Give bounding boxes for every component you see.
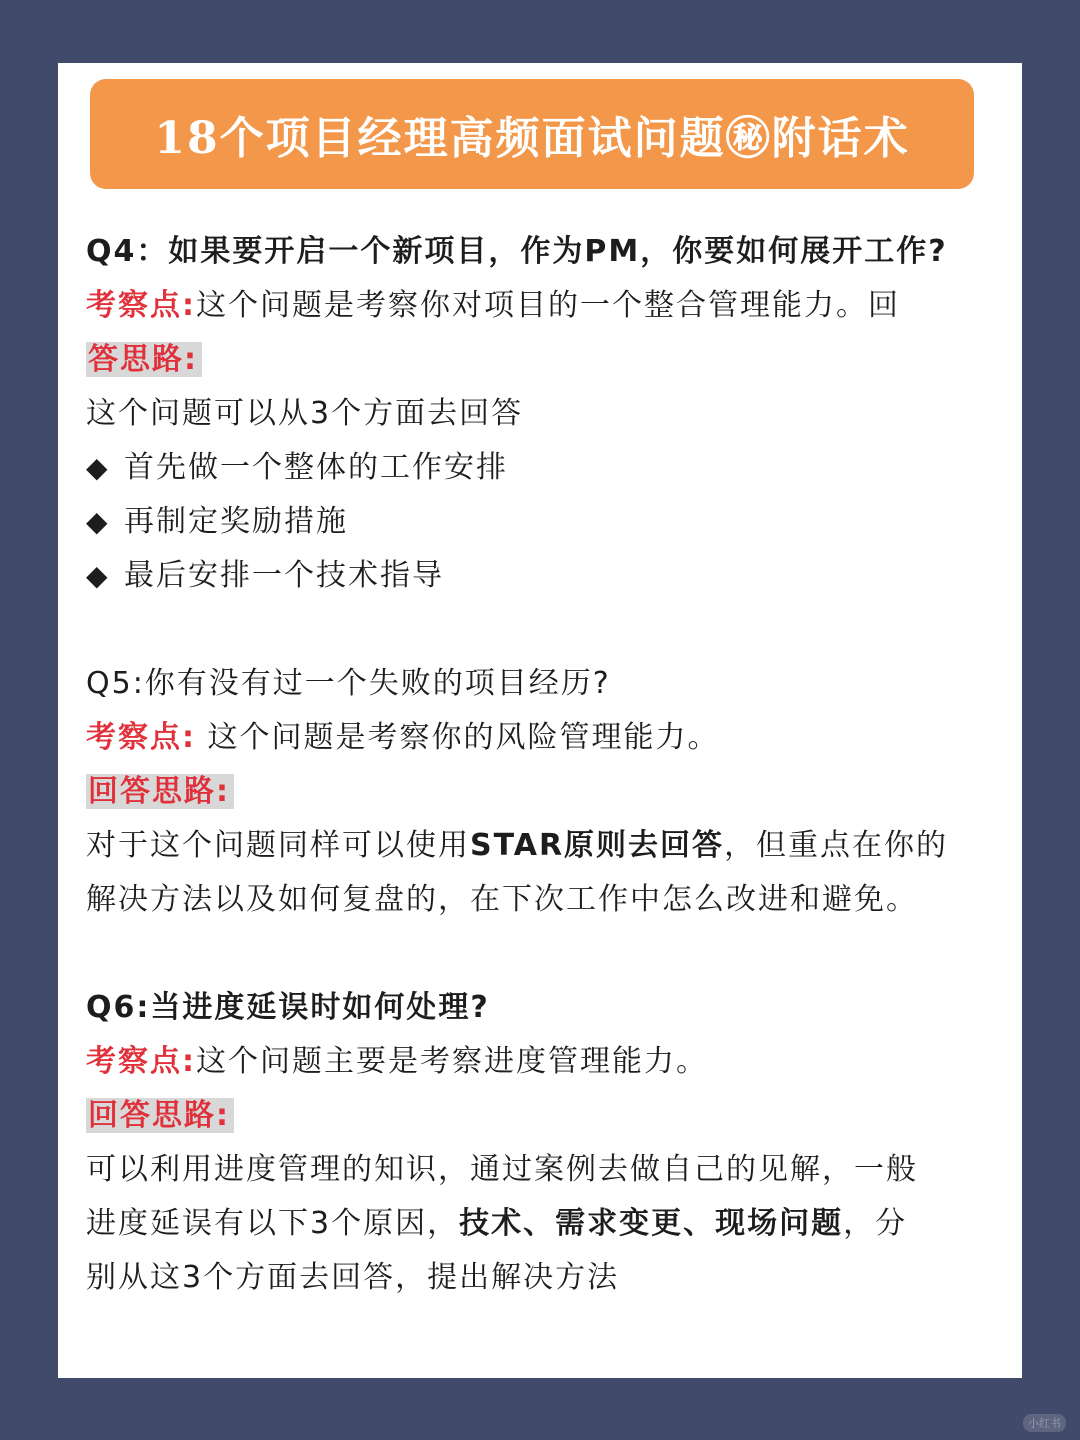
q5-answer-bold: STAR原则去回答 — [470, 828, 725, 863]
q6-focus — [86, 1035, 996, 1089]
q6-answer-line-1: 可以利用进度管理的知识，通过案例去做自己的见解，一般 — [86, 1152, 918, 1187]
diamond-bullet-icon: ◆ — [86, 559, 110, 592]
q6-answer-text: 进度延误有以下3个原因， — [86, 1206, 460, 1241]
q6-focus-text: 这个问题主要是考察进度管理能力。 — [196, 1044, 708, 1079]
spacer — [86, 603, 996, 657]
q4-bullet-text: 首先做一个整体的工作安排 — [124, 450, 508, 485]
q6-answer-line-3: 别从这3个方面去回答，提出解决方法 — [86, 1260, 620, 1295]
q6-approach-label: 回答思路: — [86, 1098, 234, 1133]
q4-question: Q4：如果要开启一个新项目，作为PM，你要如何展开工作? — [86, 234, 948, 269]
q4-bullet-item — [86, 495, 996, 549]
q4-approach-label: 答思路: — [86, 342, 202, 377]
q4-focus-text: 这个问题是考察你对项目的一个整合管理能力。回 — [196, 288, 900, 323]
q5-focus-label: 考察点: — [86, 720, 196, 755]
q5-answer-text: ，但重点在你的 — [724, 828, 949, 863]
q5-focus — [86, 711, 996, 765]
diamond-bullet-icon: ◆ — [86, 451, 110, 484]
q5-answer-line-1 — [86, 819, 996, 873]
q5-approach — [86, 765, 996, 819]
q4-bullet-text: 再制定奖励措施 — [124, 504, 348, 539]
page-title: 18个项目经理高频面试问题㊙附话术 — [154, 113, 910, 164]
title-banner — [90, 79, 974, 189]
qa-content — [86, 225, 996, 1305]
q4-focus — [86, 279, 996, 333]
watermark-logo: 小红书 — [1023, 1414, 1066, 1432]
q4-bullet-item — [86, 549, 996, 603]
q6-approach — [86, 1089, 996, 1143]
diamond-bullet-icon: ◆ — [86, 505, 110, 538]
q6-answer-text: ，分 — [843, 1206, 908, 1241]
q5-approach-label: 回答思路: — [86, 774, 234, 809]
q6-answer-bold: 技术、需求变更、现场问题 — [459, 1206, 844, 1241]
q6-focus-label: 考察点: — [86, 1044, 196, 1079]
q6-answer-line-2 — [86, 1197, 996, 1251]
q5-focus-text: 这个问题是考察你的风险管理能力。 — [196, 720, 720, 755]
spacer — [86, 927, 996, 981]
q6-question: Q6:当进度延误时如何处理? — [86, 990, 490, 1025]
q4-approach — [86, 333, 996, 387]
content-card — [58, 63, 1022, 1378]
q5-answer-text: 对于这个问题同样可以使用 — [86, 828, 470, 863]
q4-intro: 这个问题可以从3个方面去回答 — [86, 396, 524, 431]
q4-bullet-item — [86, 441, 996, 495]
q4-focus-label: 考察点: — [86, 288, 196, 323]
q5-answer-line-2: 解决方法以及如何复盘的，在下次工作中怎么改进和避免。 — [86, 882, 918, 917]
q4-bullet-text: 最后安排一个技术指导 — [124, 558, 444, 593]
q5-question: Q5:你有没有过一个失败的项目经历? — [86, 666, 611, 701]
